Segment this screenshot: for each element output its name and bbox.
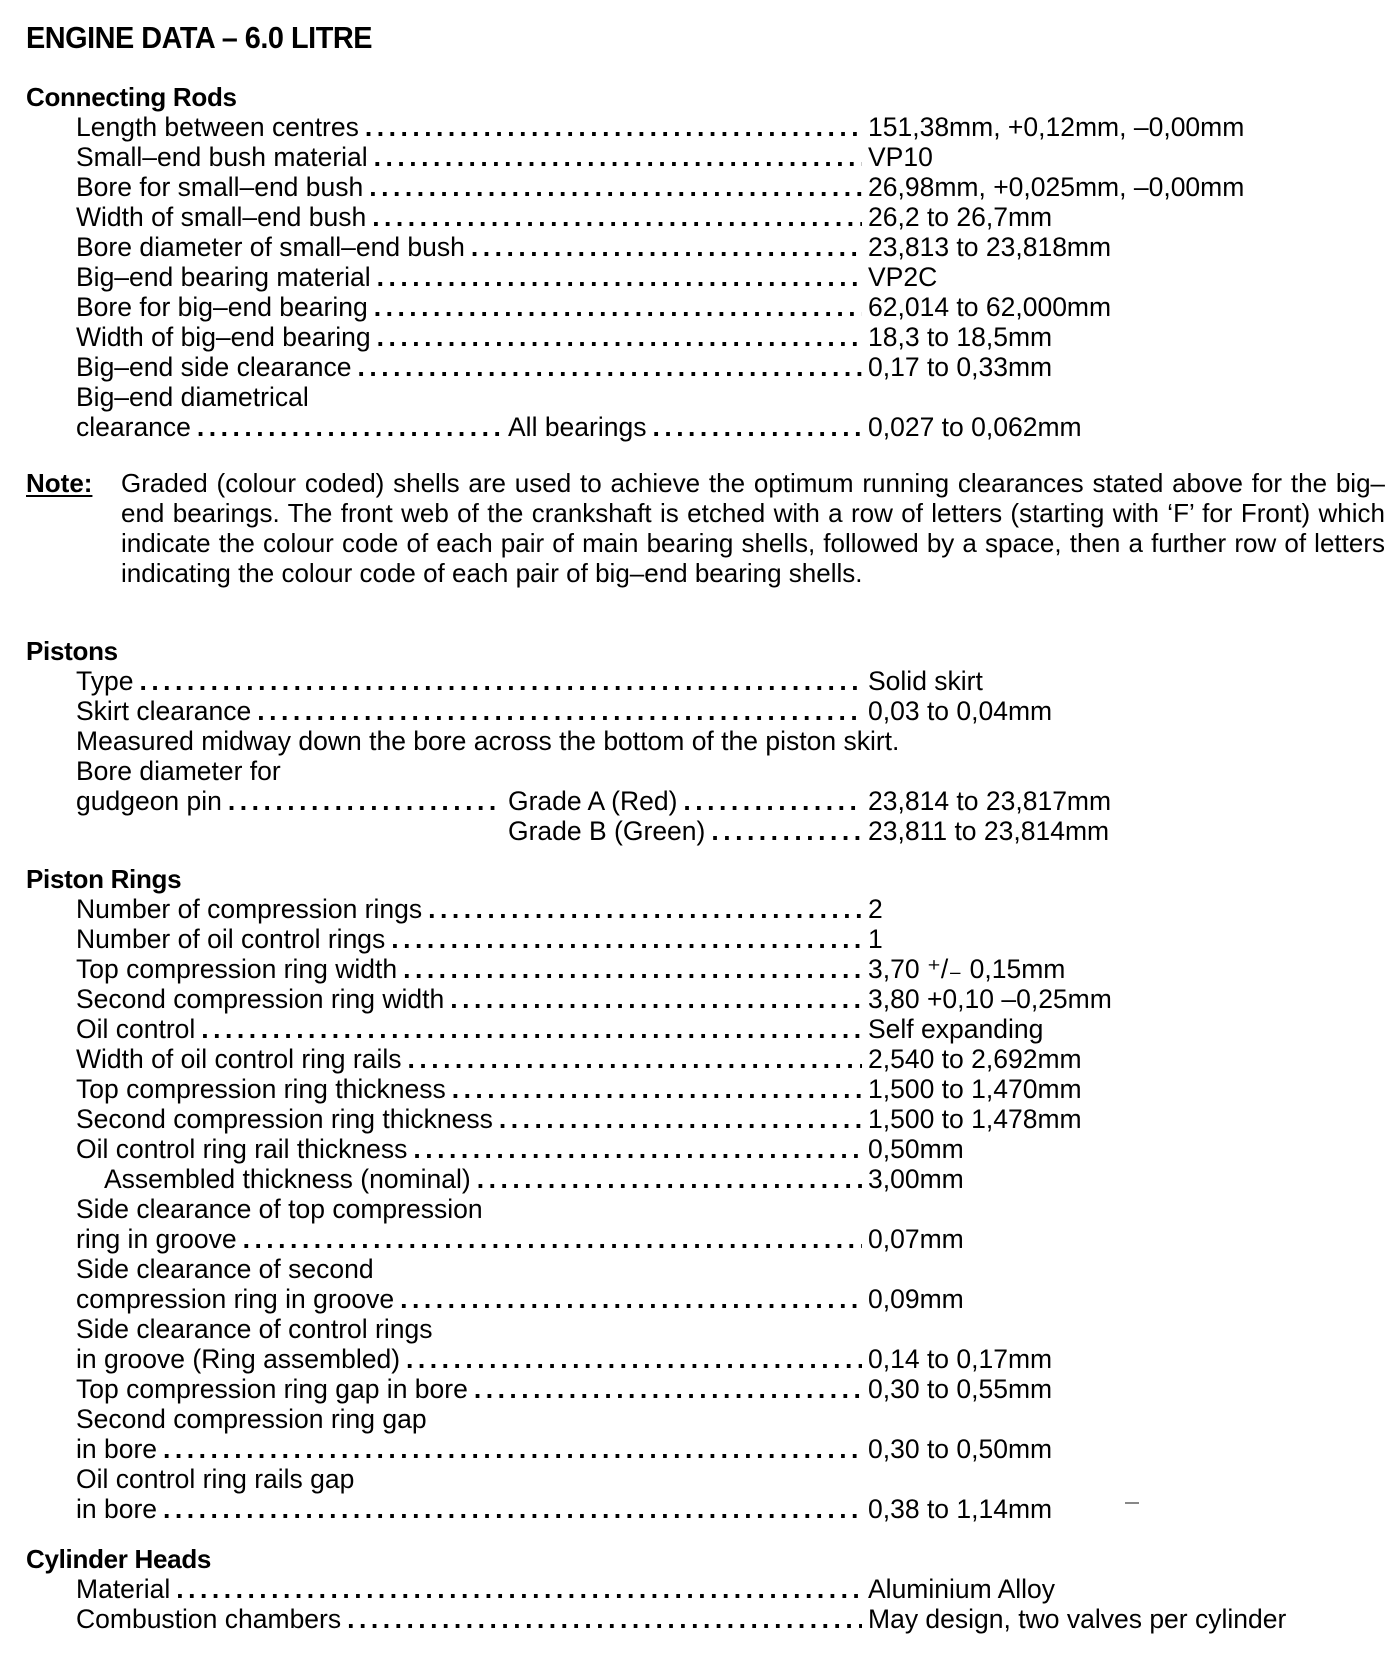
section-heading-pistons: Pistons — [26, 636, 118, 666]
spec-row — [76, 1374, 1386, 1404]
spec-value: 0,03 to 0,04mm — [868, 696, 1053, 726]
spec-row — [76, 1224, 1386, 1254]
spec-row — [76, 1254, 1386, 1284]
spec-row — [76, 924, 1386, 954]
spec-value: 26,98mm, +0,025mm, –0,00mm — [868, 172, 1245, 202]
spec-row — [76, 696, 1386, 726]
spec-label: Second compression ring thickness — [76, 1104, 493, 1134]
spec-label: Number of oil control rings — [76, 924, 386, 954]
spec-row — [76, 1104, 1386, 1134]
spec-label: Type — [76, 666, 134, 696]
note-label: Note: — [26, 468, 93, 498]
spec-row — [76, 1464, 1386, 1494]
spec-value: VP2C — [868, 262, 938, 292]
spec-row — [76, 1314, 1386, 1344]
spec-label: compression ring in groove — [76, 1284, 395, 1314]
spec-row — [76, 322, 1386, 352]
spec-label: Big–end side clearance — [76, 352, 352, 382]
spec-label: Length between centres — [76, 112, 359, 142]
spec-value: 0,027 to 0,062mm — [868, 412, 1082, 442]
spec-row — [76, 1434, 1386, 1464]
spec-row — [76, 1134, 1386, 1164]
spec-row — [76, 1494, 1386, 1524]
spec-label: Top compression ring gap in bore — [76, 1374, 468, 1404]
spec-label: Skirt clearance — [76, 696, 252, 726]
spec-row — [76, 756, 1386, 786]
spec-label: Assembled thickness (nominal) — [104, 1164, 471, 1194]
spec-label: Bore diameter of small–end bush — [76, 232, 465, 262]
spec-sublabel: Grade B (Green) — [508, 816, 706, 846]
spec-value: 3,00mm — [868, 1164, 964, 1194]
spec-label: Measured midway down the bore across the bottom of the piston skirt. — [76, 726, 900, 756]
spec-sublabel: All bearings — [508, 412, 647, 442]
spec-label: in bore — [76, 1494, 158, 1524]
spec-row — [76, 1074, 1386, 1104]
section-heading-piston-rings: Piston Rings — [26, 864, 182, 894]
spec-value: 0,17 to 0,33mm — [868, 352, 1053, 382]
spec-value: 62,014 to 62,000mm — [868, 292, 1112, 322]
spec-row — [76, 262, 1386, 292]
spec-label: in bore — [76, 1434, 158, 1464]
spec-value: 2 — [868, 894, 883, 924]
spec-row — [76, 816, 1386, 846]
spec-label: Second compression ring width — [76, 984, 445, 1014]
spec-row — [76, 1014, 1386, 1044]
spec-label: Oil control — [76, 1014, 196, 1044]
spec-row — [76, 1344, 1386, 1374]
spec-value: Self expanding — [868, 1014, 1044, 1044]
spec-value: 0,38 to 1,14mm — [868, 1494, 1053, 1524]
spec-value: 0,50mm — [868, 1134, 964, 1164]
spec-value: 1,500 to 1,478mm — [868, 1104, 1082, 1134]
spec-label: in groove (Ring assembled) — [76, 1344, 401, 1374]
spec-value: 151,38mm, +0,12mm, –0,00mm — [868, 112, 1245, 142]
spec-row — [76, 666, 1386, 696]
note-text: Graded (colour coded) shells are used to achieve the optimum running clearances stated above for the big–end bearings. The front web of the crankshaft is etched with a row of letters (starting with ‘F’ for Front) which indicate the colour code of each pair of main bearing shells, followed by a space, then a further row of letters indicating the colour code of each pair of big–end bearing shells. — [121, 468, 1385, 588]
spec-label: Big–end diametrical — [76, 382, 309, 412]
spec-value: May design, two valves per cylinder — [868, 1604, 1287, 1634]
spec-value: 0,09mm — [868, 1284, 964, 1314]
spec-label: Oil control ring rail thickness — [76, 1134, 408, 1164]
spec-label: Top compression ring thickness — [76, 1074, 446, 1104]
spec-value: 23,811 to 23,814mm — [868, 816, 1110, 846]
spec-value: 0,07mm — [868, 1224, 964, 1254]
spec-value: Solid skirt — [868, 666, 983, 696]
spec-row — [76, 202, 1386, 232]
spec-value: 2,540 to 2,692mm — [868, 1044, 1082, 1074]
spec-value: 26,2 to 26,7mm — [868, 202, 1053, 232]
spec-value: VP10 — [868, 142, 933, 172]
spec-row — [76, 1404, 1386, 1434]
spec-row — [76, 894, 1386, 924]
spec-label: Big–end bearing material — [76, 262, 371, 292]
spec-sublabel: Grade A (Red) — [508, 786, 678, 816]
spec-row — [76, 412, 1386, 442]
spec-row — [76, 1194, 1386, 1224]
spec-label: Width of big–end bearing — [76, 322, 371, 352]
page-title: ENGINE DATA – 6.0 LITRE — [26, 20, 373, 55]
spec-value: 3,80 +0,10 –0,25mm — [868, 984, 1112, 1014]
spec-value: 0,30 to 0,55mm — [868, 1374, 1053, 1404]
spec-row — [76, 1574, 1386, 1604]
spec-label: Second compression ring gap — [76, 1404, 427, 1434]
spec-label: Top compression ring width — [76, 954, 398, 984]
spec-label: Number of compression rings — [76, 894, 423, 924]
spec-row — [76, 954, 1386, 984]
spec-label: Bore for big–end bearing — [76, 292, 368, 322]
spec-label: Side clearance of top compression — [76, 1194, 483, 1224]
spec-row — [76, 382, 1386, 412]
spec-label: Material — [76, 1574, 171, 1604]
note-block — [26, 468, 1386, 618]
spec-label: Small–end bush material — [76, 142, 368, 172]
spec-label: gudgeon pin — [76, 786, 222, 816]
spec-row — [76, 172, 1386, 202]
spec-row — [76, 142, 1386, 172]
spec-label: Width of small–end bush — [76, 202, 367, 232]
spec-label: Side clearance of second — [76, 1254, 374, 1284]
spec-value: Aluminium Alloy — [868, 1574, 1056, 1604]
section-heading-cylinder-heads: Cylinder Heads — [26, 1544, 212, 1574]
spec-label: ring in groove — [76, 1224, 237, 1254]
spec-row — [76, 292, 1386, 322]
spec-row — [76, 786, 1386, 816]
spec-row — [76, 726, 1386, 756]
spec-row — [76, 352, 1386, 382]
spec-label: Combustion chambers — [76, 1604, 342, 1634]
spec-label: Width of oil control ring rails — [76, 1044, 402, 1074]
spec-value: 0,30 to 0,50mm — [868, 1434, 1053, 1464]
scan-speck — [1125, 1502, 1139, 1504]
spec-value: 1 — [868, 924, 883, 954]
spec-row — [76, 112, 1386, 142]
spec-value: 1,500 to 1,470mm — [868, 1074, 1082, 1104]
spec-label: Bore for small–end bush — [76, 172, 364, 202]
spec-row — [104, 1164, 1392, 1194]
spec-value: 23,813 to 23,818mm — [868, 232, 1112, 262]
spec-value: 3,70 ⁺/₋ 0,15mm — [868, 954, 1066, 984]
section-heading-connecting-rods: Connecting Rods — [26, 82, 237, 112]
spec-row — [76, 1284, 1386, 1314]
spec-label: Oil control ring rails gap — [76, 1464, 355, 1494]
spec-label: clearance — [76, 412, 191, 442]
spec-label: Side clearance of control rings — [76, 1314, 433, 1344]
spec-value: 18,3 to 18,5mm — [868, 322, 1053, 352]
spec-row — [76, 984, 1386, 1014]
spec-label: Bore diameter for — [76, 756, 281, 786]
spec-row — [76, 1044, 1386, 1074]
spec-row — [76, 232, 1386, 262]
spec-row — [76, 1604, 1386, 1634]
spec-value: 0,14 to 0,17mm — [868, 1344, 1053, 1374]
spec-value: 23,814 to 23,817mm — [868, 786, 1112, 816]
